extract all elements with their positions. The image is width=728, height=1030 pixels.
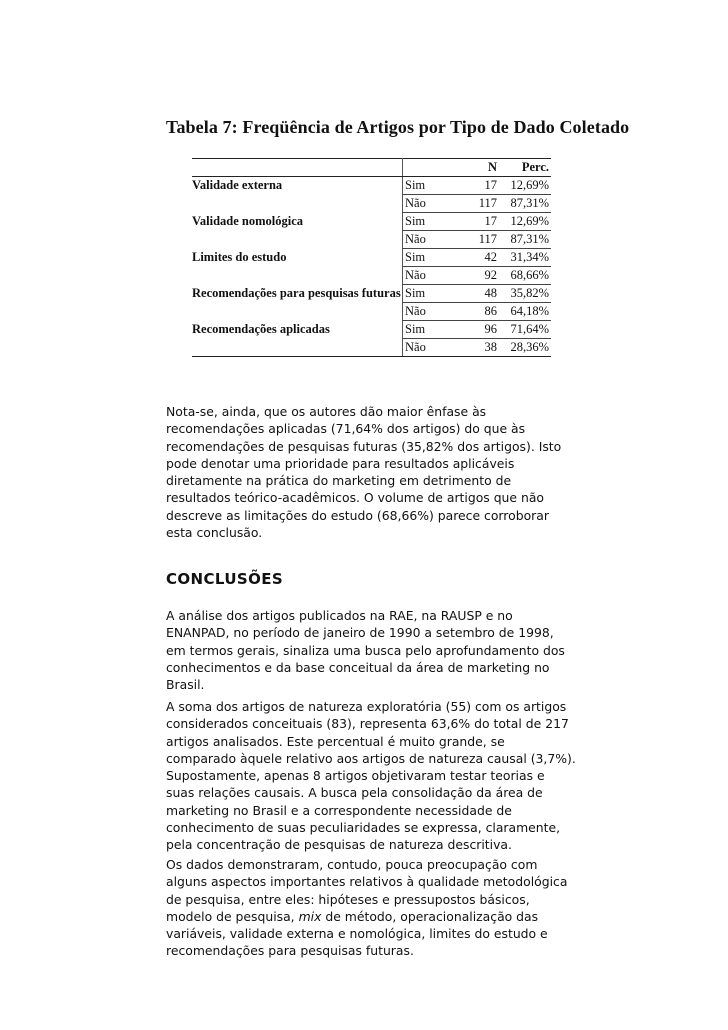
row-variable: Validade externa bbox=[192, 178, 283, 193]
table-header-row bbox=[192, 159, 551, 177]
row-perc: 31,34% bbox=[503, 249, 551, 267]
row-perc: 12,69% bbox=[503, 213, 551, 231]
row-perc: 87,31% bbox=[503, 195, 551, 213]
row-perc: 12,69% bbox=[503, 177, 551, 195]
row-answer: Não bbox=[403, 267, 458, 285]
table-row bbox=[192, 339, 551, 357]
row-perc: 71,64% bbox=[503, 321, 551, 339]
paragraph-conclusions-3 bbox=[166, 856, 576, 960]
row-perc: 35,82% bbox=[503, 285, 551, 303]
header-variable bbox=[192, 159, 403, 177]
row-perc: 87,31% bbox=[503, 231, 551, 249]
header-n: N bbox=[457, 159, 503, 177]
row-variable bbox=[192, 195, 403, 213]
table-title: Tabela 7: Freqüência de Artigos por Tipo de Dado Coletado bbox=[166, 117, 630, 137]
row-n: 17 bbox=[457, 177, 503, 195]
table-row bbox=[192, 303, 551, 321]
row-perc: 28,36% bbox=[503, 339, 551, 357]
table-row bbox=[192, 213, 551, 231]
row-answer: Não bbox=[403, 195, 458, 213]
row-perc: 64,18% bbox=[503, 303, 551, 321]
row-answer: Sim bbox=[403, 321, 458, 339]
section-heading-conclusoes: CONCLUSÕES bbox=[166, 570, 284, 588]
row-variable: Recomendações aplicadas bbox=[192, 322, 330, 336]
row-variable: Limites do estudo bbox=[192, 250, 287, 264]
row-answer: Sim bbox=[403, 249, 458, 267]
table-row bbox=[192, 267, 551, 285]
row-n: 92 bbox=[457, 267, 503, 285]
row-n: 42 bbox=[457, 249, 503, 267]
row-variable bbox=[192, 339, 403, 357]
paragraph-text: de método, operacionalização das variáveis, validade externa e nomológica, limites do estudo e recomendações para pesquisas futuras. bbox=[166, 908, 548, 959]
header-perc: Perc. bbox=[503, 159, 551, 177]
paragraph-conclusions-1: A análise dos artigos publicados na RAE, na RAUSP e no ENANPAD, no período de janeiro de 1990 a setembro de 1998, em termos gerais, sinaliza uma busca pelo aprofundamento dos conhecimentos e da base conceitual da área de marketing no Brasil. bbox=[166, 608, 565, 693]
row-n: 86 bbox=[457, 303, 503, 321]
header-answer bbox=[403, 159, 458, 177]
row-n: 117 bbox=[457, 231, 503, 249]
row-answer: Sim bbox=[403, 213, 458, 231]
table-row bbox=[192, 321, 551, 339]
row-n: 96 bbox=[457, 321, 503, 339]
row-perc: 68,66% bbox=[503, 267, 551, 285]
row-variable bbox=[192, 303, 403, 321]
row-n: 48 bbox=[457, 285, 503, 303]
row-variable: Validade nomológica bbox=[192, 214, 304, 228]
row-variable bbox=[192, 267, 403, 285]
paragraph-text: Os dados demonstraram, contudo, pouca preocupação com alguns aspectos importantes relativos à qualidade metodológica de pesquisa, entre eles: hipóteses e pressupostos básicos, modelo de pesquisa, bbox=[166, 857, 568, 924]
table-row bbox=[192, 177, 551, 195]
paragraph-analysis: Nota-se, ainda, que os autores dão maior ênfase às recomendações aplicadas (71,64% dos artigos) do que às recomendações de pesquisas futuras (35,82% dos artigos). Isto pode denotar uma prioridade para resultados aplicáveis diretamente na prática do marketing em detrimento de resultados teórico-acadêmicos. O volume de artigos que não descreve as limitações do estudo (68,66%) parece corroborar esta conclusão. bbox=[166, 404, 562, 541]
table-row bbox=[192, 195, 551, 213]
emphasis-mix: mix bbox=[298, 908, 322, 924]
row-answer: Sim bbox=[403, 177, 458, 195]
table-row bbox=[192, 231, 551, 249]
row-answer: Não bbox=[403, 339, 458, 357]
row-n: 38 bbox=[457, 339, 503, 357]
row-variable bbox=[192, 231, 403, 249]
paragraph-conclusions-2: A soma dos artigos de natureza exploratória (55) com os artigos considerados conceituais (83), representa 63,6% do total de 217 artigos analisados. Este percentual é muito grande, se comparado àquele relativo aos artigos de natureza causal (3,7%). Supostamente, apenas 8 artigos objetivaram testar teorias e suas relações causais. A busca pela consolidação da área de marketing no Brasil e a correspondente necessidade de conhecimento de suas peculiaridades se expressa, claramente, pela concentração de pesquisas de natureza descritiva. bbox=[166, 699, 576, 853]
row-answer: Não bbox=[403, 303, 458, 321]
frequency-table bbox=[192, 158, 551, 357]
row-n: 17 bbox=[457, 213, 503, 231]
table-row bbox=[192, 285, 551, 303]
row-answer: Sim bbox=[403, 285, 458, 303]
row-n: 117 bbox=[457, 195, 503, 213]
row-variable: Recomendações para pesquisas futuras bbox=[192, 286, 401, 300]
table-row bbox=[192, 249, 551, 267]
row-answer: Não bbox=[403, 231, 458, 249]
